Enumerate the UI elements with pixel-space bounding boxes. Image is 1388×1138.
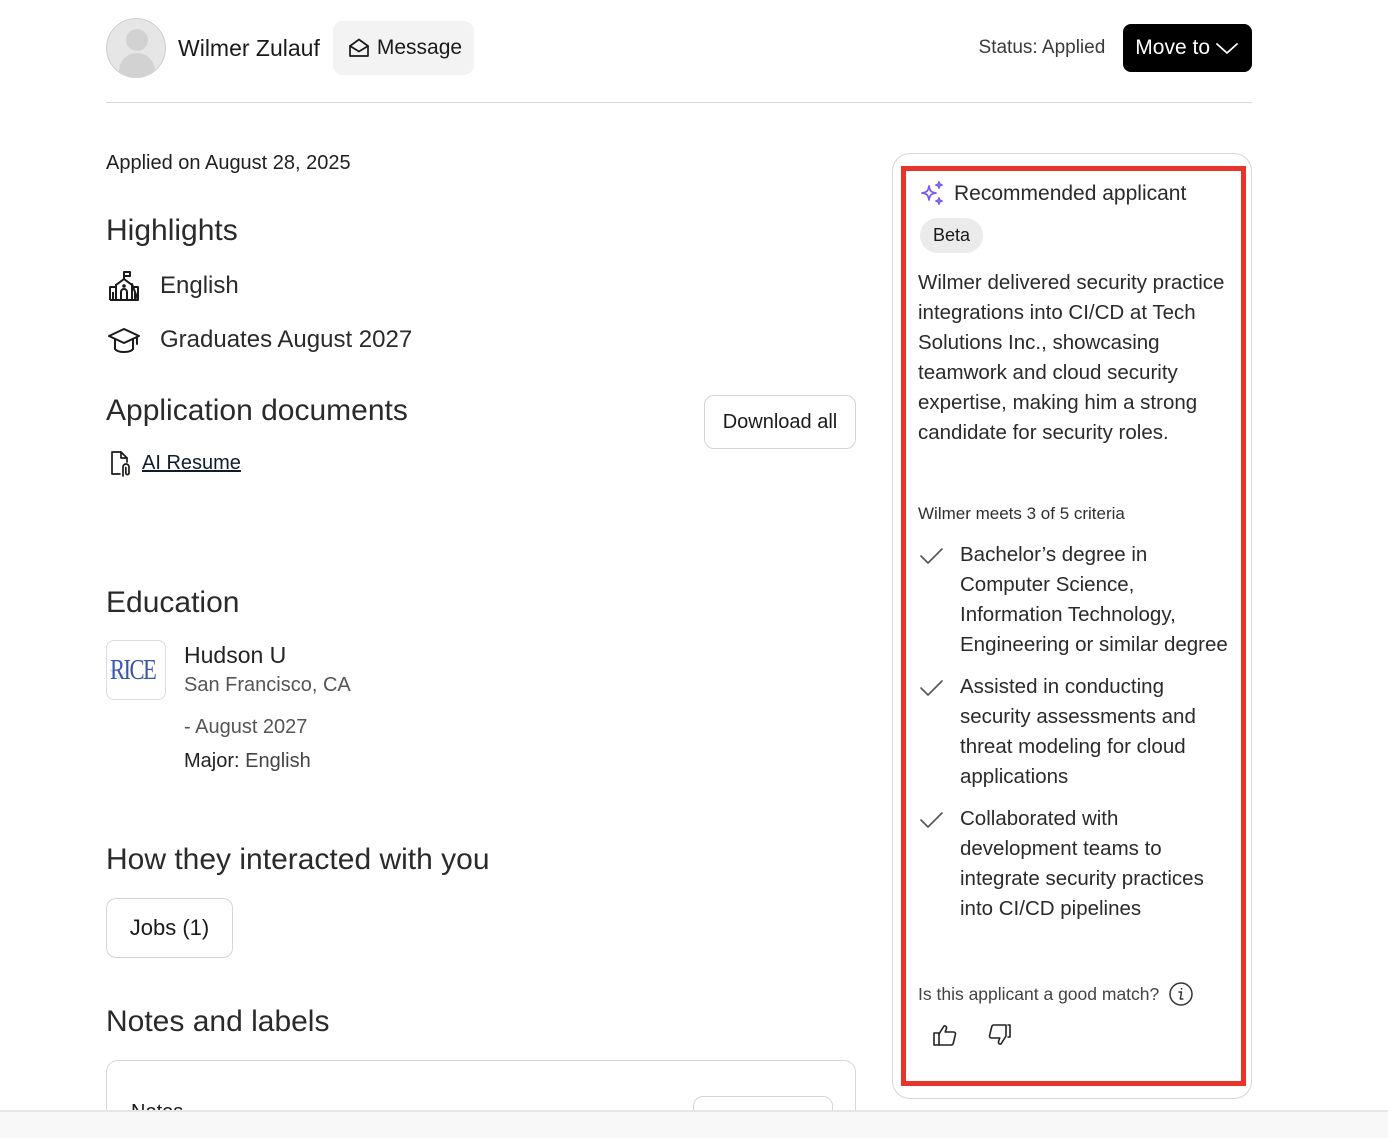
checkmark-icon: [918, 546, 944, 566]
applicant-header: [106, 18, 1252, 78]
highlight-item: [106, 268, 239, 304]
header-actions: [979, 24, 1252, 72]
avatar-body-shape: [119, 53, 155, 78]
criteria-text: Collaborated with development teams to integrate security practices into CI/CD pipelines: [960, 807, 1204, 920]
message-button-label: Message: [376, 36, 463, 59]
bottom-bar: [0, 1110, 1388, 1138]
envelope-open-icon: [347, 36, 371, 60]
document-attachment-icon: [106, 448, 136, 478]
move-to-label: Move to: [1135, 36, 1210, 59]
education-title: Education: [106, 586, 240, 619]
highlight-language: English: [160, 272, 239, 299]
graduation-cap-icon: [106, 322, 142, 358]
highlights-title: Highlights: [106, 214, 238, 247]
recommendation-header: [918, 180, 1186, 208]
header-divider: [106, 102, 1252, 103]
criteria-item: [918, 804, 1228, 924]
thumbs-down-button[interactable]: [986, 1022, 1012, 1048]
school-location: San Francisco, CA: [184, 674, 351, 696]
thumbs-up-icon: [932, 1022, 958, 1048]
message-button[interactable]: [333, 21, 474, 75]
feedback-buttons: [932, 1022, 1012, 1048]
status-text: Status: Applied: [978, 37, 1106, 58]
notes-labels-title: Notes and labels: [106, 1005, 330, 1038]
checkmark-icon: [918, 810, 944, 830]
checkmark-icon: [918, 678, 944, 698]
school-logo: [106, 640, 166, 700]
school-logo-text: RICE: [110, 653, 156, 686]
recommended-applicant-card: [892, 153, 1252, 1099]
major-value: English: [245, 750, 311, 772]
interactions-title: How they interacted with you: [106, 843, 490, 876]
jobs-button[interactable]: Jobs (1): [106, 898, 233, 958]
major-label: Major:: [184, 750, 240, 772]
highlight-graduation: Graduates August 2027: [160, 326, 413, 353]
application-documents-title: Application documents: [106, 394, 408, 427]
school-name: Hudson U: [184, 642, 287, 668]
applied-on-date: Applied on August 28, 2025: [106, 152, 351, 174]
school-major: [184, 750, 311, 773]
match-question: [918, 981, 1194, 1007]
ai-resume-link[interactable]: AI Resume: [142, 451, 241, 474]
document-item: [106, 448, 241, 478]
match-question-text: Is this applicant a good match?: [918, 983, 1160, 1004]
avatar-head-shape: [126, 29, 148, 51]
highlight-item: [106, 322, 412, 358]
criteria-count: Wilmer meets 3 of 5 criteria: [918, 504, 1125, 523]
criteria-item: [918, 672, 1228, 792]
chevron-down-icon: [1214, 39, 1240, 57]
avatar: [106, 18, 166, 78]
applicant-name: Wilmer Zulauf: [178, 34, 320, 61]
download-all-button[interactable]: Download all: [704, 395, 856, 449]
sparkle-icon: [918, 180, 946, 208]
school-dates: - August 2027: [184, 716, 308, 738]
beta-badge: Beta: [920, 218, 983, 253]
criteria-text: Bachelor’s degree in Computer Science, Information Technology, Engineering or similar degree: [960, 543, 1228, 656]
criteria-item: [918, 540, 1228, 660]
thumbs-up-button[interactable]: [932, 1022, 958, 1048]
recommendation-title: Recommended applicant: [954, 182, 1187, 205]
info-icon[interactable]: [1168, 981, 1194, 1007]
criteria-text: Assisted in conducting security assessments and threat modeling for cloud applications: [960, 675, 1196, 788]
thumbs-down-icon: [986, 1022, 1012, 1048]
move-to-button[interactable]: [1123, 24, 1252, 72]
school-building-icon: [106, 268, 142, 304]
recommendation-summary: Wilmer delivered security practice integrations into CI/CD at Tech Solutions Inc., showcasing teamwork and cloud security expertise, making him a strong candidate for security roles.: [918, 271, 1225, 444]
criteria-list: [918, 540, 1228, 936]
